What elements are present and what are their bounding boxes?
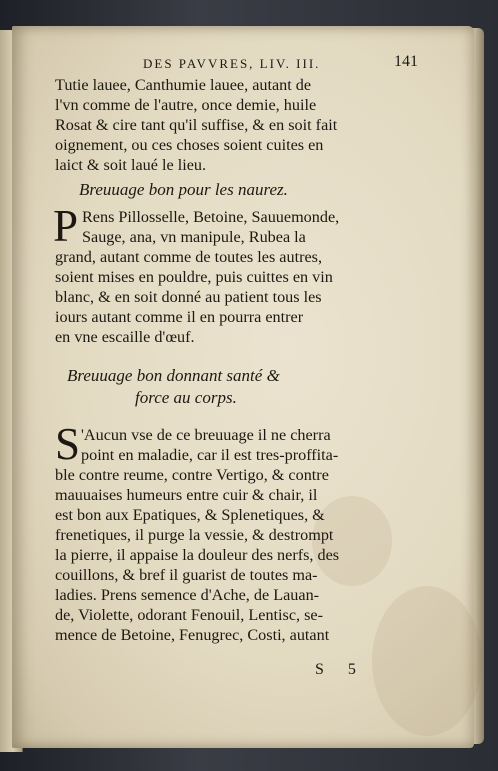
drop-cap: P (53, 201, 79, 251)
drop-cap: S (55, 419, 81, 469)
text-line: oignement, ou ces choses soient cuites en (55, 136, 324, 154)
text-line: grand, autant comme de toutes les autres, (55, 248, 323, 266)
text-line: est bon aux Epatiques, & Splenetiques, & (55, 506, 325, 524)
text-line: frenetiques, il purge la vessie, & destrompt (55, 526, 334, 544)
text-line: 'Aucun vse de ce breuuage il ne cherra (81, 426, 331, 444)
text-line: mence de Betoine, Fenugrec, Costi, autant (55, 626, 330, 644)
text-line: Rens Pillosselle, Betoine, Sauuemonde, (82, 208, 340, 226)
page-number: 141 (394, 53, 418, 70)
text-line: blanc, & en soit donné au patient tous les (55, 288, 322, 306)
text-line: en vne escaille d'œuf. (55, 328, 195, 346)
book-page (12, 26, 474, 748)
section-heading: Breuuage bon donnant santé & (67, 366, 280, 385)
running-head: DES PAVVRES, LIV. III. (143, 56, 321, 71)
section-heading: Breuuage bon pour les naurez. (79, 180, 288, 199)
text-line: ble contre reume, contre Vertigo, & contre (55, 466, 329, 484)
paper-stain (372, 586, 482, 736)
text-line: l'vn comme de l'autre, once demie, huile (55, 96, 317, 114)
text-line: mauuaises humeurs entre cuir & chair, il (55, 486, 318, 504)
text-line: couillons, & bref il guarist de toutes ma- (55, 566, 318, 584)
signature-mark: S 5 (315, 661, 366, 678)
text-line: Rosat & cire tant qu'il suffise, & en soit fait (55, 116, 338, 134)
text-line: point en maladie, car il est tres-proffita- (81, 446, 339, 464)
text-line: de, Violette, odorant Fenouil, Lentisc, se- (55, 606, 324, 624)
section-heading: force au corps. (135, 388, 237, 407)
text-line: soient mises en pouldre, puis cuittes en vin (55, 268, 333, 286)
text-line: ladies. Prens semence d'Ache, de Lauan- (55, 586, 320, 604)
text-line: iours autant comme il en pourra entrer (55, 308, 304, 326)
text-line: Tutie lauee, Canthumie lauee, autant de (55, 76, 312, 94)
text-line: laict & soit laué le lieu. (55, 156, 207, 174)
text-line: la pierre, il appaise la douleur des nerfs, des (55, 546, 340, 564)
text-line: Sauge, ana, vn manipule, Rubea la (82, 228, 306, 246)
